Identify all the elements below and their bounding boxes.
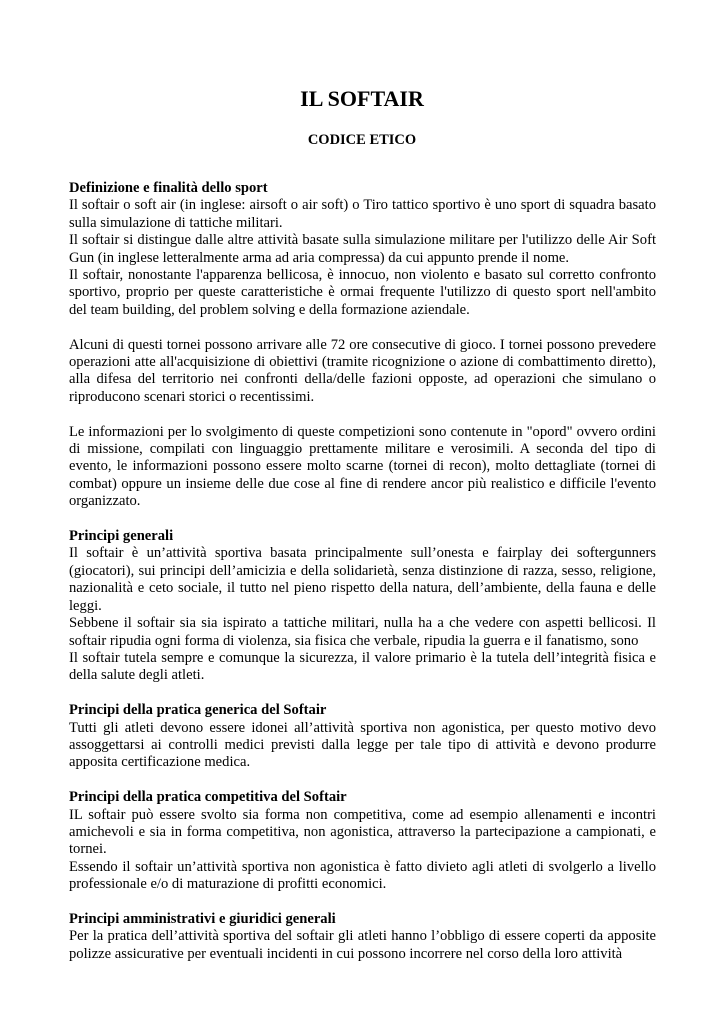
paragraph-spacer [69,406,656,423]
paragraph-spacer [69,511,656,528]
paragraph: Sebbene il softair sia sia ispirato a tattiche militari, nulla ha a che vedere con aspetti bellicosi. Il softair ripudia ogni forma di violenza, sia fisica che verbale, ripudia la guerra e il fanatismo, sono [69,615,656,649]
section-heading-pratica-competitiva: Principi della pratica competitiva del Softair [69,789,347,806]
paragraph: Essendo il softair un’attività sportiva non agonistica è fatto divieto agli atleti di svolgerlo a livello professionale e/o di maturazione di profitti economici. [69,858,656,893]
document-subtitle: CODICE ETICO [307,132,417,148]
paragraph-spacer [69,685,656,702]
document-title: IL SOFTAIR [300,86,424,111]
section-heading-definizione: Definizione e finalità dello sport [69,180,268,196]
paragraph-spacer [69,319,656,336]
paragraph: Tutti gli atleti devono essere idonei all’attività sportiva non agonistica, per questo motivo devo assoggettarsi ai controlli medici previsti dalla legge per tale tipo di attività e devono produrre apposita certificazione medica. [69,719,656,771]
paragraph: Il softair o soft air (in inglese: airsoft o air soft) o Tiro tattico sportivo è uno sport di squadra basato sulla simulazione di tattiche militari. [69,197,656,231]
section-heading-principi-generali: Principi generali [69,528,174,545]
paragraph: IL softair può essere svolto sia forma non competitiva, come ad esempio allenamenti e incontri amichevoli e sia in forma competitiva, non agonistica, attraverso la partecipazione a campionati, e tornei. [69,806,656,858]
paragraph: Il softair è un’attività sportiva basata principalmente sull’onesta e fairplay dei softergunners (giocatori), sui principi dell’amicizia e della solidarietà, senza distinzione di razza, sesso, religione, nazionalità e ceto sociale, il tutto nel pieno rispetto della natura, dell’ambiente, della fauna e delle leggi. [69,545,656,614]
section-heading-pratica-generica: Principi della pratica generica del Softair [69,702,327,719]
paragraph: Alcuni di questi tornei possono arrivare alle 72 ore consecutive di gioco. I tornei possono prevedere operazioni atte all'acquisizione di obiettivi (tramite ricognizione o azione di combattimento diretto), alla difesa del territorio nei confronti della/delle fazioni opposte, ad operazioni che simulano o riproducono scenari storici o recentissimi. [69,336,656,405]
paragraph-spacer [69,894,656,911]
paragraph: Il softair si distingue dalle altre attività basate sulla simulazione militare per l'utilizzo delle Air Soft Gun (in inglese letteralmente arma ad aria compressa) da cui appunto prende il nome. [69,232,656,266]
paragraph: Le informazioni per lo svolgimento di queste competizioni sono contenute in "opord" ovvero ordini di missione, compilati con linguaggio prettamente militare e verosimili. A seconda del tipo di evento, le informazioni possono essere molto scarne (tornei di recon), molto dettagliate (tornei di combat) oppure un insieme delle due cose al fine di rendere ancor più realistico e difficile l'evento organizzato. [69,423,656,510]
paragraph: Il softair, nonostante l'apparenza bellicosa, è innocuo, non violento e basato sul corretto confronto sportivo, proprio per queste caratteristiche è ormai frequente l'utilizzo di questo sport nell'ambito del team building, del problem solving e della formazione aziendale. [69,267,656,318]
document-body [69,180,656,963]
section-heading-amministrativi: Principi amministrativi e giuridici generali [69,910,336,927]
paragraph: Per la pratica dell’attività sportiva del softair gli atleti hanno l’obbligo di essere coperti da apposite polizze assicurative per eventuali incidenti in cui possono incorrere nel corso della loro attività [69,928,656,962]
paragraph: Il softair tutela sempre e comunque la sicurezza, il valore primario è la tutela dell’integrità fisica e della salute degli atleti. [69,649,656,684]
paragraph-spacer [69,772,656,789]
